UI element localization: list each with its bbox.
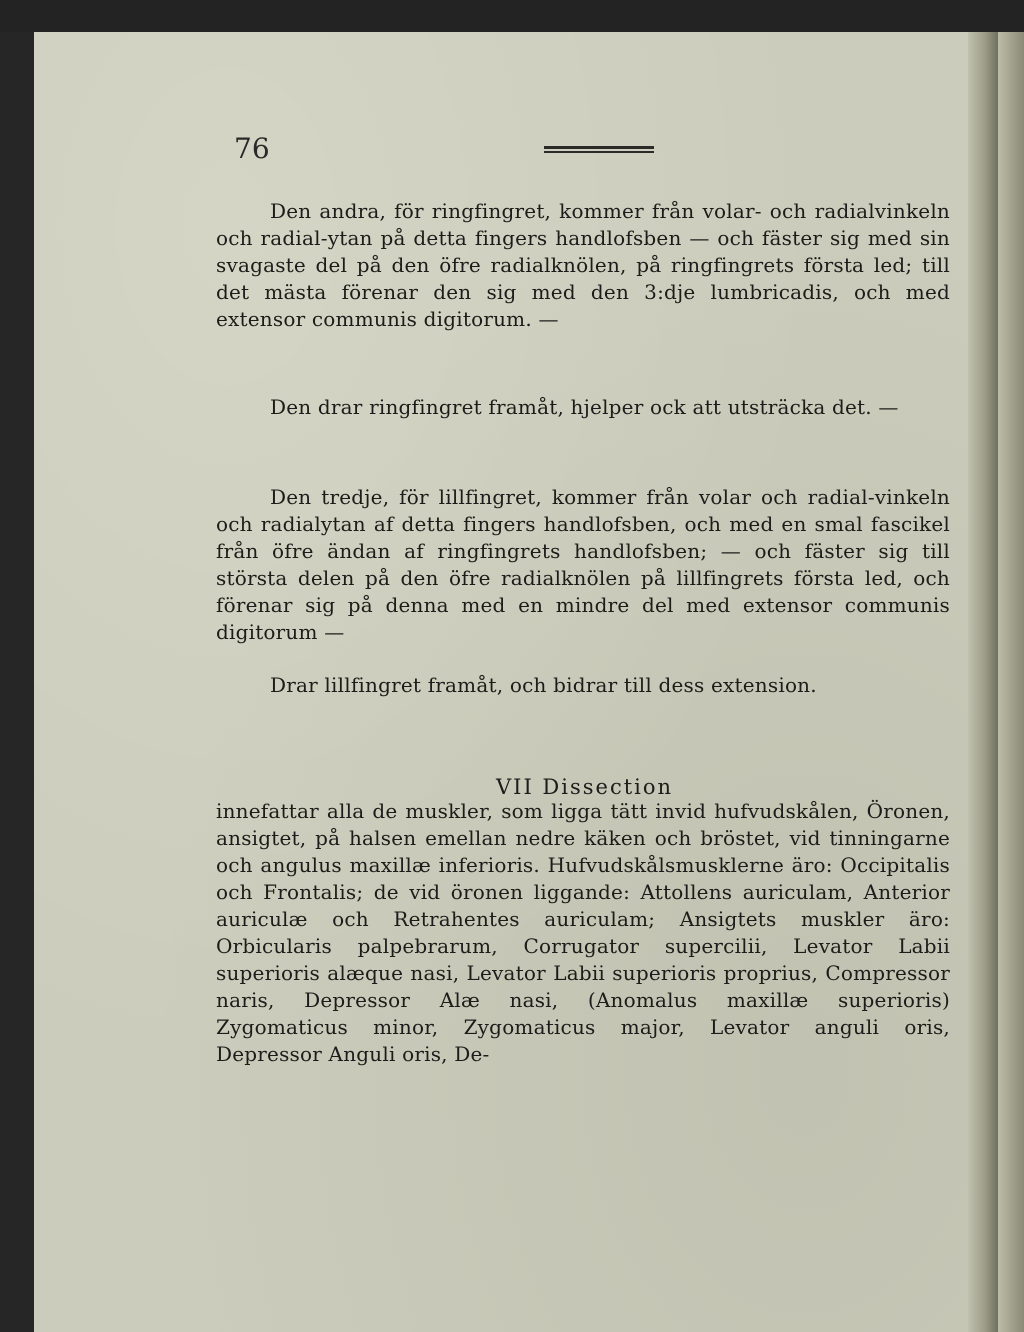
paragraph-3-text: Den tredje, för lillfingret, kommer från volar och radial-vinkeln och radialytan af detta fingers handlofsben, och med en smal fascikel från öfre ändan af ringfingrets handlofsben; — och fäster sig till största delen på den öfre radialknölen på lillfingrets första led, och förenar sig på denna med en mindre del med extensor communis digitorum — <box>216 485 950 644</box>
section-heading: VII Dissection <box>496 775 674 799</box>
scan-border-left <box>0 32 34 1332</box>
paragraph-4-text: Drar lillfingret framåt, och bidrar till dess extension. <box>270 673 817 697</box>
section-paragraph-text: innefattar alla de muskler, som ligga tätt invid hufvudskålen, Öronen, ansigtet, på halsen emellan nedre käken och bröstet, vid tinningarne och angulus maxillæ inferioris. Hufvudskålsmusklerne äro: Occipitalis och Frontalis; de vid öronen liggande: Attollens auriculam, Anterior auriculæ och Retrahentes auriculam; Ansigtets muskler äro: Orbicularis palpebrarum, Corrugator supercilii, Levator Labii superioris alæque nasi, Levator Labii superioris proprius, Compressor naris, Depressor Alæ nasi, (Anomalus maxillæ superioris) Zygomaticus minor, Zygomaticus major, Levator anguli oris, Depressor Anguli oris, De- <box>216 799 950 1066</box>
scan-border-top <box>0 0 1024 32</box>
paragraph-4 <box>216 672 950 699</box>
paragraph-2-text: Den drar ringfingret framåt, hjelper ock att utsträcka det. — <box>270 395 899 419</box>
paragraph-2 <box>216 394 950 421</box>
paragraph-1-text: Den andra, för ringfingret, kommer från volar- och radialvinkeln och radial-ytan på detta fingers handlofsben — och fäster sig med sin svagaste del på den öfre radialknölen, på ringfingrets första led; till det mästa förenar den sig med den 3:dje lumbricadis, och med extensor communis digitorum. — <box>216 199 950 331</box>
page-number: 76 <box>234 132 270 165</box>
header-rule <box>544 146 654 153</box>
next-page-edge <box>998 32 1024 1332</box>
book-gutter <box>968 32 998 1332</box>
book-page <box>34 32 998 1332</box>
section-paragraph <box>216 798 950 1068</box>
paragraph-1 <box>216 198 950 333</box>
paragraph-3 <box>216 484 950 646</box>
